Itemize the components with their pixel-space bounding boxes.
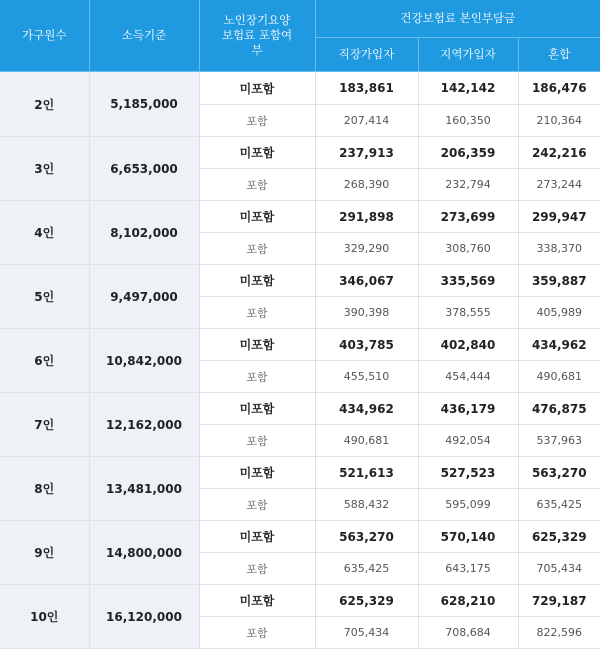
table-row: [0, 72, 600, 105]
regional-value: 570,140: [418, 521, 518, 553]
household-size-cell: 2인: [0, 72, 89, 137]
ltc-excluded-label: 미포함: [199, 329, 315, 361]
income-cell: 13,481,000: [89, 457, 199, 521]
regional-value: 308,760: [418, 233, 518, 265]
household-size-cell: 5인: [0, 265, 89, 329]
mixed-value: 705,434: [518, 553, 600, 585]
employee-value: 521,613: [315, 457, 418, 489]
income-cell: 14,800,000: [89, 521, 199, 585]
mixed-value: 186,476: [518, 72, 600, 105]
header-premium: 건강보험료 본인부담금: [315, 0, 600, 38]
ltc-included-label: 포함: [199, 233, 315, 265]
regional-value: 378,555: [418, 297, 518, 329]
table-row: [0, 329, 600, 361]
mixed-value: 537,963: [518, 425, 600, 457]
table-row: [0, 521, 600, 553]
mixed-value: 338,370: [518, 233, 600, 265]
income-cell: 5,185,000: [89, 72, 199, 137]
employee-value: 635,425: [315, 553, 418, 585]
income-cell: 16,120,000: [89, 585, 199, 649]
mixed-value: 563,270: [518, 457, 600, 489]
regional-value: 273,699: [418, 201, 518, 233]
ltc-excluded-label: 미포함: [199, 137, 315, 169]
household-size-cell: 9인: [0, 521, 89, 585]
ltc-excluded-label: 미포함: [199, 457, 315, 489]
household-size-cell: 8인: [0, 457, 89, 521]
header-ltc: 노인장기요양 보험료 포함여부: [199, 0, 315, 72]
employee-value: 207,414: [315, 105, 418, 137]
ltc-included-label: 포함: [199, 361, 315, 393]
ltc-included-label: 포함: [199, 553, 315, 585]
regional-value: 628,210: [418, 585, 518, 617]
ltc-included-label: 포함: [199, 489, 315, 521]
header-mixed: 혼합: [518, 38, 600, 72]
regional-value: 492,054: [418, 425, 518, 457]
mixed-value: 490,681: [518, 361, 600, 393]
income-cell: 8,102,000: [89, 201, 199, 265]
regional-value: 527,523: [418, 457, 518, 489]
ltc-excluded-label: 미포함: [199, 521, 315, 553]
mixed-value: 625,329: [518, 521, 600, 553]
regional-value: 595,099: [418, 489, 518, 521]
income-cell: 10,842,000: [89, 329, 199, 393]
mixed-value: 273,244: [518, 169, 600, 201]
employee-value: 588,432: [315, 489, 418, 521]
mixed-value: 729,187: [518, 585, 600, 617]
ltc-excluded-label: 미포함: [199, 585, 315, 617]
employee-value: 329,290: [315, 233, 418, 265]
ltc-excluded-label: 미포함: [199, 265, 315, 297]
mixed-value: 822,596: [518, 617, 600, 649]
table-row: [0, 265, 600, 297]
header-income: 소득기준: [89, 0, 199, 72]
mixed-value: 242,216: [518, 137, 600, 169]
table-row: [0, 585, 600, 617]
table-row: [0, 393, 600, 425]
income-cell: 6,653,000: [89, 137, 199, 201]
ltc-excluded-label: 미포함: [199, 393, 315, 425]
employee-value: 346,067: [315, 265, 418, 297]
regional-value: 335,569: [418, 265, 518, 297]
mixed-value: 635,425: [518, 489, 600, 521]
employee-value: 268,390: [315, 169, 418, 201]
header-regional: 지역가입자: [418, 38, 518, 72]
employee-value: 403,785: [315, 329, 418, 361]
household-size-cell: 7인: [0, 393, 89, 457]
income-cell: 9,497,000: [89, 265, 199, 329]
mixed-value: 210,364: [518, 105, 600, 137]
employee-value: 563,270: [315, 521, 418, 553]
mixed-value: 434,962: [518, 329, 600, 361]
regional-value: 142,142: [418, 72, 518, 105]
employee-value: 455,510: [315, 361, 418, 393]
regional-value: 454,444: [418, 361, 518, 393]
ltc-excluded-label: 미포함: [199, 72, 315, 105]
mixed-value: 476,875: [518, 393, 600, 425]
employee-value: 705,434: [315, 617, 418, 649]
ltc-excluded-label: 미포함: [199, 201, 315, 233]
regional-value: 160,350: [418, 105, 518, 137]
mixed-value: 299,947: [518, 201, 600, 233]
regional-value: 402,840: [418, 329, 518, 361]
employee-value: 390,398: [315, 297, 418, 329]
ltc-included-label: 포함: [199, 105, 315, 137]
mixed-value: 405,989: [518, 297, 600, 329]
household-size-cell: 6인: [0, 329, 89, 393]
employee-value: 434,962: [315, 393, 418, 425]
regional-value: 708,684: [418, 617, 518, 649]
employee-value: 237,913: [315, 137, 418, 169]
header-household: 가구원수: [0, 0, 89, 72]
household-size-cell: 10인: [0, 585, 89, 649]
income-cell: 12,162,000: [89, 393, 199, 457]
regional-value: 643,175: [418, 553, 518, 585]
ltc-included-label: 포함: [199, 425, 315, 457]
regional-value: 206,359: [418, 137, 518, 169]
employee-value: 183,861: [315, 72, 418, 105]
ltc-included-label: 포함: [199, 169, 315, 201]
household-size-cell: 3인: [0, 137, 89, 201]
table-row: [0, 201, 600, 233]
ltc-included-label: 포함: [199, 617, 315, 649]
household-size-cell: 4인: [0, 201, 89, 265]
table-row: [0, 457, 600, 489]
mixed-value: 359,887: [518, 265, 600, 297]
employee-value: 625,329: [315, 585, 418, 617]
regional-value: 436,179: [418, 393, 518, 425]
table-row: [0, 137, 600, 169]
regional-value: 232,794: [418, 169, 518, 201]
ltc-included-label: 포함: [199, 297, 315, 329]
employee-value: 490,681: [315, 425, 418, 457]
employee-value: 291,898: [315, 201, 418, 233]
header-employee: 직장가입자: [315, 38, 418, 72]
